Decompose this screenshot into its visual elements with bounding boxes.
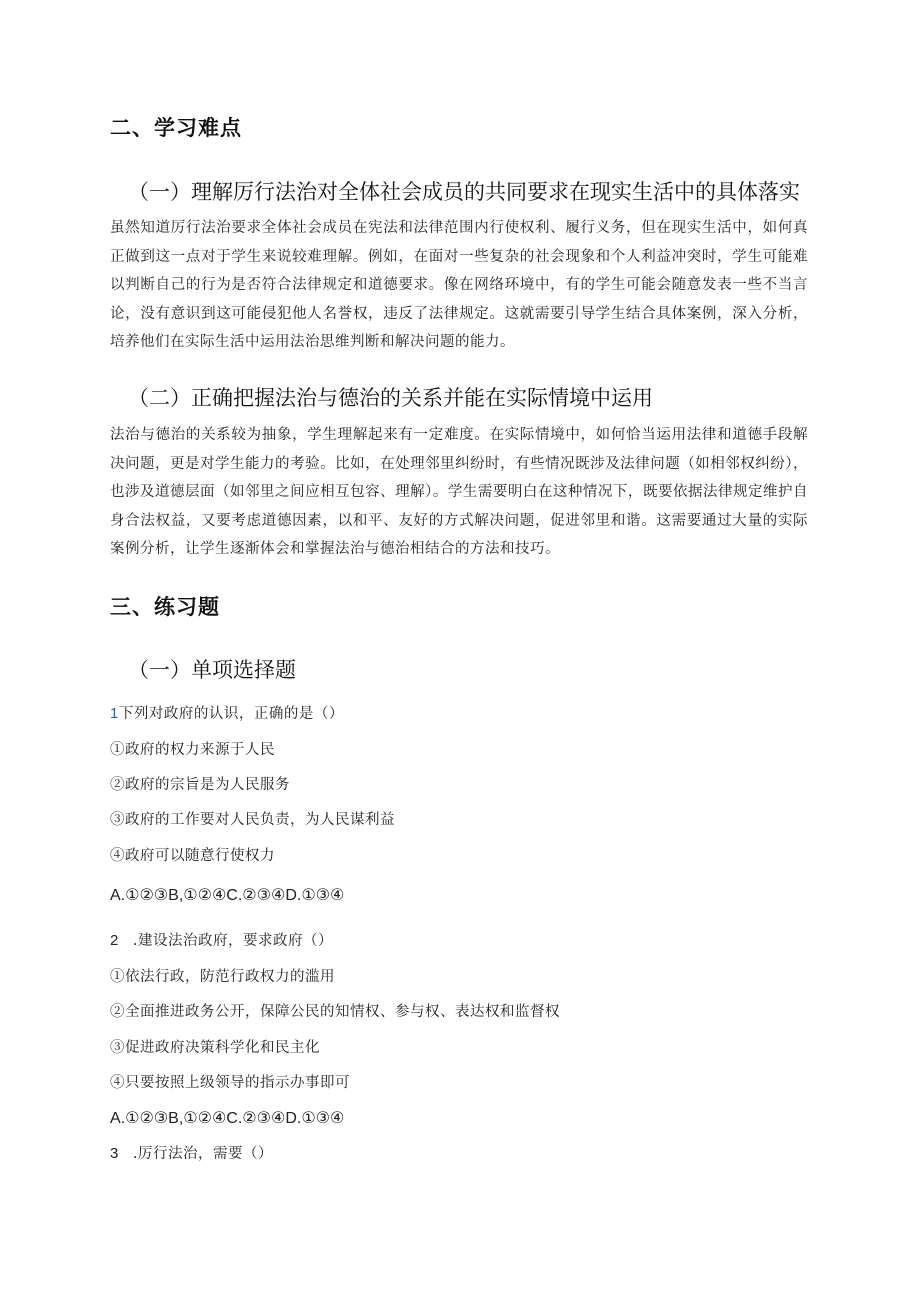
section-heading-exercises: 三、练习题 [110, 595, 220, 619]
question-number: 1 [110, 705, 119, 722]
subheading-law-and-morality: （二）正确把握法治与德治的关系并能在实际情境中运用 [128, 386, 653, 410]
question-option: ②全面推进政务公开，保障公民的知情权、参与权、表达权和监督权 [110, 1004, 560, 1020]
answer-choices: A.①②③B,①②④C.②③④D.①③④ [110, 887, 345, 904]
question-stem: .建设法治政府，要求政府（） [132, 933, 333, 949]
question-3 [110, 1142, 273, 1163]
answer-choices: A.①②③B,①②④C.②③④D.①③④ [110, 1110, 345, 1127]
subheading-single-choice: （一）单项选择题 [128, 658, 296, 682]
question-1 [110, 702, 344, 723]
subheading-rule-of-law-practice: （一）理解厉行法治对全体社会成员的共同要求在现实生活中的具体落实 [128, 180, 800, 204]
paragraph-rule-of-law-practice: 虽然知道厉行法治要求全体社会成员在宪法和法律范围内行使权利、履行义务，但在现实生活中，如何真正做到这一点对于学生来说较难理解。例如，在面对一些复杂的社会现象和个人利益冲突时，学生可能难以判断自己的行为是否符合法律规定和道德要求。像在网络环境中，有的学生可能会随意发表一些不当言论，没有意识到这可能侵犯他人名誉权，违反了法律规定。这就需要引导学生结合具体案例，深入分析，培养他们在实际生活中运用法治思维判断和解决问题的能力。 [110, 220, 808, 350]
question-option: ③促进政府决策科学化和民主化 [110, 1040, 320, 1056]
section-heading-difficulties: 二、学习难点 [110, 116, 242, 140]
question-number: 2 [110, 932, 119, 949]
question-option: ①政府的权力来源于人民 [110, 742, 275, 758]
question-option: ①依法行政，防范行政权力的滥用 [110, 969, 335, 985]
question-option: ②政府的宗旨是为人民服务 [110, 777, 290, 793]
paragraph-law-and-morality: 法治与德治的关系较为抽象，学生理解起来有一定难度。在实际情境中，如何恰当运用法律和道德手段解决问题，更是对学生能力的考验。比如，在处理邻里纠纷时，有些情况既涉及法律问题（如相邻权纠纷），也涉及道德层面（如邻里之间应相互包容、理解）。学生需要明白在这种情况下，既要依据法律规定维护自身合法权益，又要考虑道德因素，以和平、友好的方式解决问题，促进邻里和谐。这需要通过大量的实际案例分析，让学生逐渐体会和掌握法治与德治相结合的方法和技巧。 [110, 427, 808, 557]
question-option: ④政府可以随意行使权力 [110, 848, 275, 864]
question-stem: 下列对政府的认识，正确的是（） [118, 706, 344, 722]
question-2 [110, 929, 333, 950]
question-option: ③政府的工作要对人民负责，为人民谋利益 [110, 812, 395, 828]
question-number: 3 [110, 1145, 119, 1162]
question-option: ④只要按照上级领导的指示办事即可 [110, 1075, 350, 1091]
question-stem: .厉行法治，需要（） [132, 1146, 273, 1162]
